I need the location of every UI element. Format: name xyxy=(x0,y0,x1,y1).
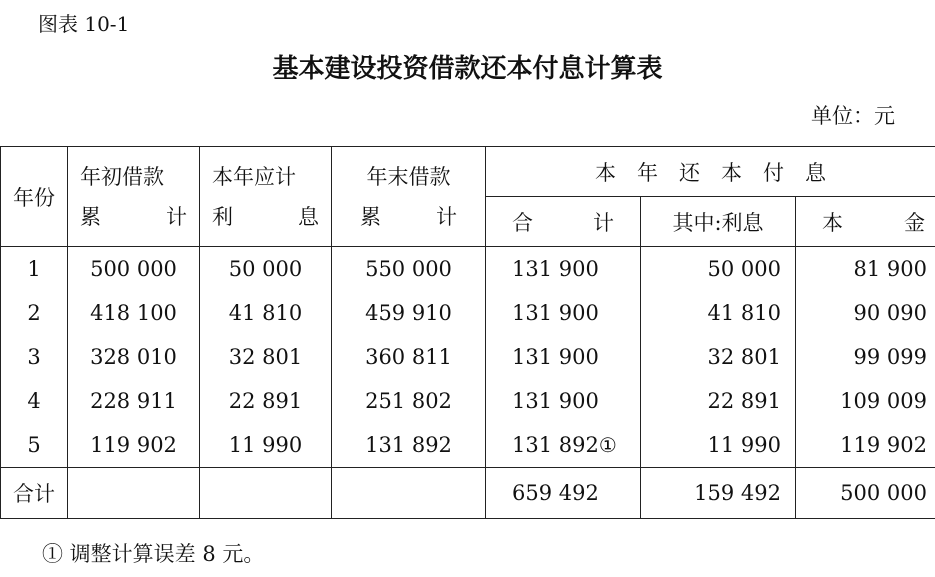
total-begin xyxy=(68,468,200,519)
cell-year: 3 xyxy=(1,335,68,379)
cell-principal: 81 900 xyxy=(796,247,935,292)
table-row xyxy=(1,379,935,423)
table-title: 基本建设投资借款还本付息计算表 xyxy=(272,54,663,84)
cell-begin-balance: 119 902 xyxy=(68,423,200,468)
cell-of-interest: 41 810 xyxy=(641,291,796,335)
cell-principal: 99 099 xyxy=(796,335,935,379)
cell-interest-accrued: 22 891 xyxy=(200,379,332,423)
cell-interest-accrued: 41 810 xyxy=(200,291,332,335)
cell-begin-balance: 500 000 xyxy=(68,247,200,292)
table-row xyxy=(1,291,935,335)
header-interest-accrued: 本年应计 利 息 xyxy=(200,147,332,247)
cell-of-interest: 32 801 xyxy=(641,335,796,379)
cell-principal: 90 090 xyxy=(796,291,935,335)
cell-year: 5 xyxy=(1,423,68,468)
table-row xyxy=(1,247,935,292)
cell-begin-balance: 328 010 xyxy=(68,335,200,379)
cell-begin-balance: 228 911 xyxy=(68,379,200,423)
total-sum: 659 492 xyxy=(486,468,641,519)
cell-repay-sum: 131 892① xyxy=(486,423,641,468)
cell-principal: 119 902 xyxy=(796,423,935,468)
table-row xyxy=(1,335,935,379)
cell-of-interest: 22 891 xyxy=(641,379,796,423)
total-row xyxy=(1,468,935,519)
cell-end-balance: 550 000 xyxy=(332,247,486,292)
repayment-table xyxy=(0,146,935,519)
total-of-interest: 159 492 xyxy=(641,468,796,519)
footnote-marker: ① xyxy=(598,433,617,457)
cell-principal: 109 009 xyxy=(796,379,935,423)
header-year: 年份 xyxy=(1,147,68,247)
cell-repay-sum: 131 900 xyxy=(486,247,641,292)
cell-end-balance: 131 892 xyxy=(332,423,486,468)
header-end-balance: 年末借款 累 计 xyxy=(332,147,486,247)
header-of-interest: 其中:利息 xyxy=(641,197,796,247)
cell-of-interest: 50 000 xyxy=(641,247,796,292)
cell-begin-balance: 418 100 xyxy=(68,291,200,335)
cell-interest-accrued: 32 801 xyxy=(200,335,332,379)
total-label: 合计 xyxy=(1,468,68,519)
figure-caption: 图表 10-1 xyxy=(38,12,130,36)
cell-end-balance: 360 811 xyxy=(332,335,486,379)
total-principal: 500 000 xyxy=(796,468,935,519)
cell-interest-accrued: 11 990 xyxy=(200,423,332,468)
header-repay-sum: 合 计 xyxy=(486,197,641,247)
header-begin-balance: 年初借款 累 计 xyxy=(68,147,200,247)
header-repayment-group: 本 年 还 本 付 息 xyxy=(486,147,935,197)
cell-interest-accrued: 50 000 xyxy=(200,247,332,292)
cell-repay-sum: 131 900 xyxy=(486,291,641,335)
cell-of-interest: 11 990 xyxy=(641,423,796,468)
cell-repay-sum: 131 900 xyxy=(486,379,641,423)
unit-label: 单位：元 xyxy=(811,104,895,128)
cell-year: 4 xyxy=(1,379,68,423)
footnote: ① 调整计算误差 8 元。 xyxy=(42,542,265,566)
cell-year: 2 xyxy=(1,291,68,335)
total-end xyxy=(332,468,486,519)
cell-year: 1 xyxy=(1,247,68,292)
cell-end-balance: 459 910 xyxy=(332,291,486,335)
cell-end-balance: 251 802 xyxy=(332,379,486,423)
header-principal: 本 金 xyxy=(796,197,935,247)
cell-repay-sum: 131 900 xyxy=(486,335,641,379)
table-row xyxy=(1,423,935,468)
total-interest xyxy=(200,468,332,519)
